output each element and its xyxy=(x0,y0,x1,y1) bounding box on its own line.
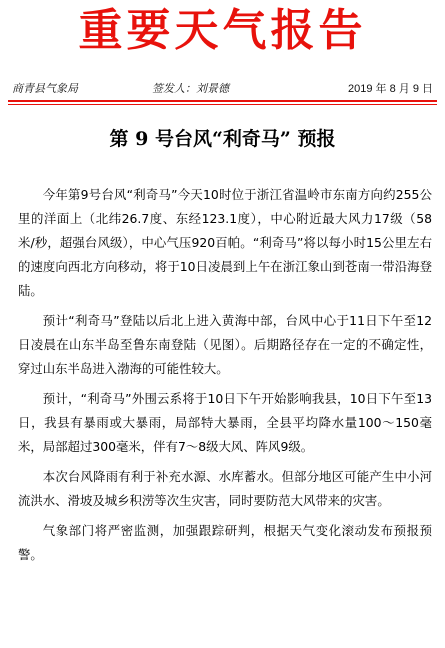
issue-date: 2019 年 8 月 9 日 xyxy=(348,83,433,95)
signer: 签发人：刘景德 xyxy=(152,82,229,95)
report-title: 第 9 号台风“利奇马” 预报 xyxy=(109,128,336,150)
body-paragraph: 预计，“利奇马”外围云系将于10日下午开始影响我县，10日下午至13日，我县有暴雨或大暴雨，局部特大暴雨，全县平均降水量100～150毫米，局部超过300毫米，伴有7～8级大风、阵风9级。 xyxy=(18,391,432,454)
header-divider-thin xyxy=(8,104,437,105)
header-meta xyxy=(0,78,445,96)
body-paragraph: 气象部门将严密监测，加强跟踪研判，根据天气变化滚动发布预报预警。 xyxy=(18,523,432,562)
issuing-organization: 商青县气象局 xyxy=(12,82,78,95)
body-paragraph: 今年第9号台风“利奇马”今天10时位于浙江省温岭市东南方向约255公里的洋面上（北纬26.7度、东经123.1度），中心附近最大风力17级（58米/秒，超强台风级），中心气压920百帕。“利奇马”将以每小时15公里左右的速度向西北方向移动，将于10日凌晨到上午在浙江象山到苍南一带沿海登陆。 xyxy=(18,187,432,298)
masthead-title: 重要天气报告 xyxy=(78,5,367,56)
body-paragraph: 预计“利奇马”登陆以后北上进入黄海中部，台风中心于11日下午至12日凌晨在山东半岛至鲁东南登陆（见图）。后期路径存在一定的不确定性，穿过山东半岛进入渤海的可能性较大。 xyxy=(18,313,432,376)
report-body xyxy=(18,183,432,567)
body-paragraph: 本次台风降雨有利于补充水源、水库蓄水。但部分地区可能产生中小河流洪水、滑坡及城乡积涝等次生灾害，同时要防范大风带来的灾害。 xyxy=(18,469,432,508)
header-divider-thick xyxy=(8,100,437,102)
